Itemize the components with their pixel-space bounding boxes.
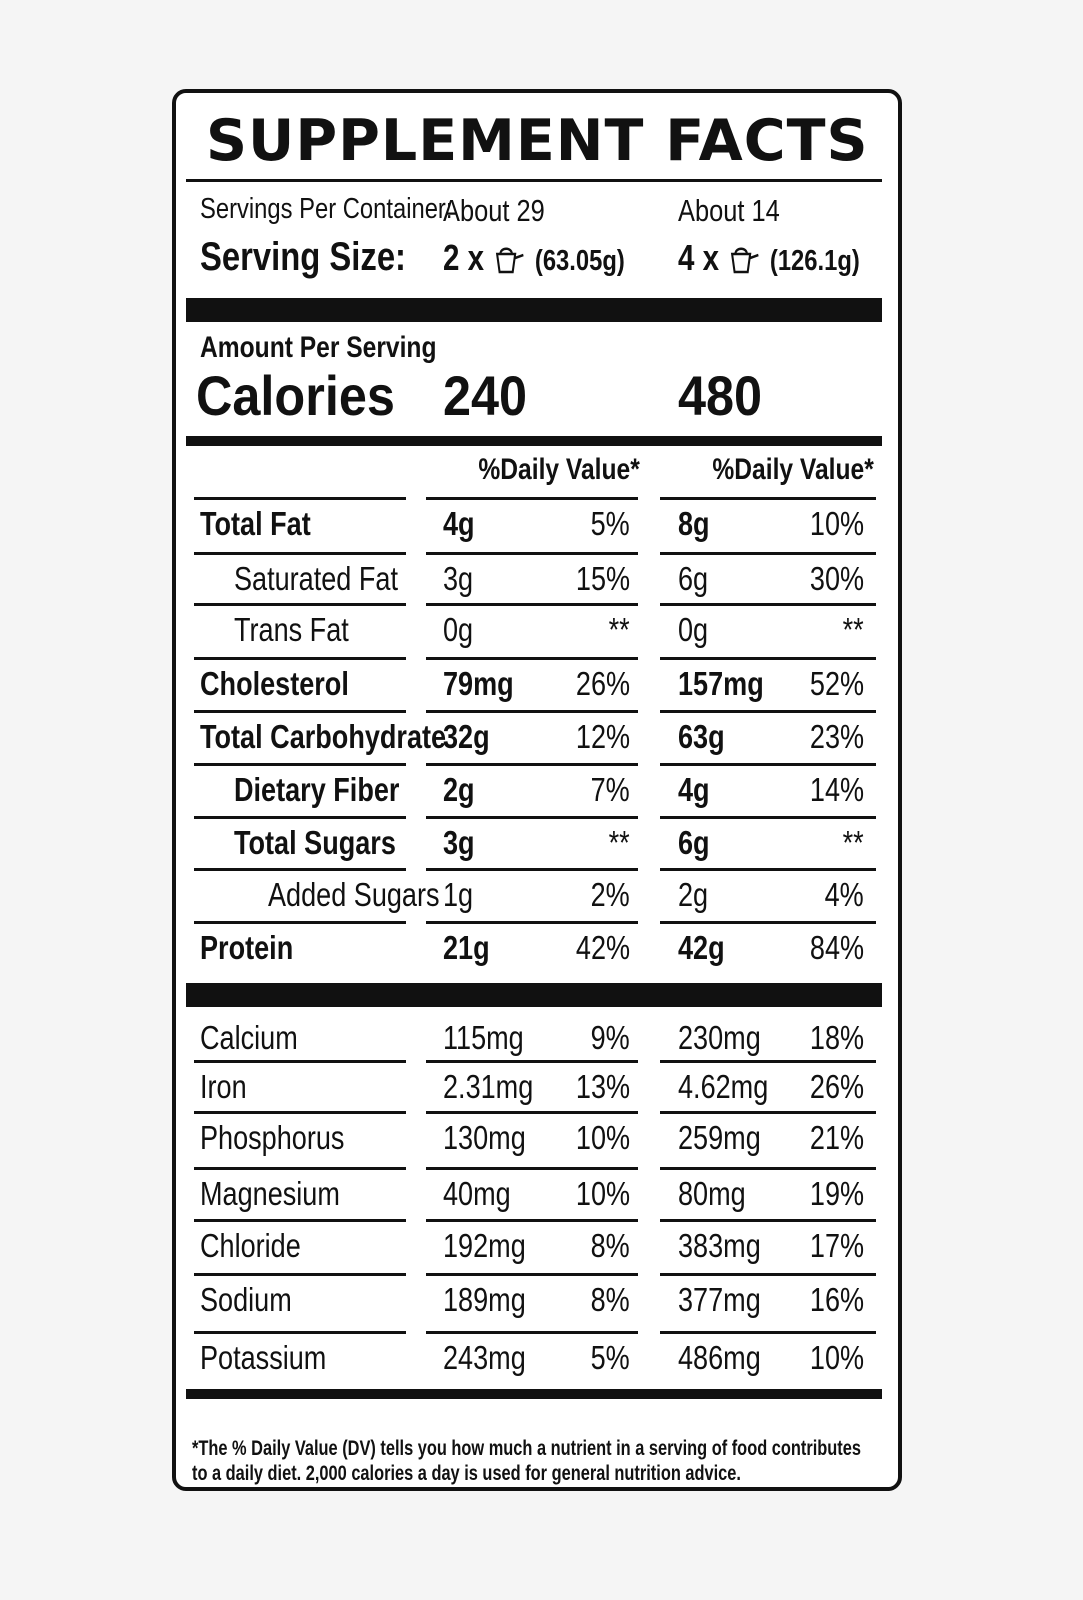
serving-size-label: Serving Size: — [200, 235, 406, 279]
amount-b: 80mg — [678, 1175, 746, 1212]
row-rule — [660, 657, 876, 660]
dv-b: 18% — [809, 1019, 864, 1056]
dv-a: 5% — [590, 1339, 630, 1376]
row-rule — [660, 1219, 876, 1222]
dv-b: ** — [842, 824, 864, 861]
serving-weight-b: (126.1g) — [769, 245, 860, 277]
row-rule — [660, 1331, 876, 1334]
amount-a: 2.31mg — [443, 1068, 534, 1105]
dv-b: 19% — [809, 1175, 864, 1212]
amount-a: 192mg — [443, 1227, 526, 1264]
amount-b: 377mg — [678, 1281, 761, 1318]
amount-b: 4.62mg — [678, 1068, 769, 1105]
amount-a: 40mg — [443, 1175, 511, 1212]
row-rule — [426, 497, 638, 500]
nutrient-name: Total Sugars — [234, 824, 396, 861]
row-rule — [426, 816, 638, 819]
nutrient-name: Calcium — [200, 1019, 298, 1056]
dv-a: ** — [608, 824, 630, 861]
row-rule — [660, 868, 876, 871]
row-rule — [426, 1273, 638, 1276]
amount-a: 0g — [443, 611, 474, 648]
row-rule — [194, 868, 406, 871]
amount-b: 259mg — [678, 1119, 761, 1156]
row-rule — [426, 1219, 638, 1222]
row-rule — [194, 816, 406, 819]
dv-a: 15% — [575, 560, 630, 597]
serving-weight-a: (63.05g) — [534, 245, 625, 277]
supplement-facts-panel — [172, 89, 902, 1491]
row-rule — [426, 1167, 638, 1170]
amount-a: 2g — [443, 771, 475, 808]
row-rule — [194, 710, 406, 713]
serving-count-a: 2 x — [443, 237, 485, 278]
row-rule — [660, 552, 876, 555]
dv-a: ** — [608, 611, 630, 648]
amount-a: 32g — [443, 718, 490, 755]
row-rule — [660, 1060, 876, 1063]
row-rule — [194, 763, 406, 766]
amount-a: 4g — [443, 505, 475, 542]
row-rule — [426, 1111, 638, 1114]
dv-a: 7% — [590, 771, 630, 808]
nutrient-name: Dietary Fiber — [234, 771, 400, 808]
dv-a: 5% — [590, 505, 630, 542]
dv-b: 23% — [809, 718, 864, 755]
amount-b: 157mg — [678, 665, 764, 702]
scoop-icon — [494, 242, 525, 276]
row-rule — [194, 1273, 406, 1276]
dv-a: 9% — [590, 1019, 630, 1056]
row-rule — [660, 710, 876, 713]
row-rule — [426, 921, 638, 924]
dv-b: 26% — [809, 1068, 864, 1105]
dv-a: 8% — [590, 1227, 630, 1264]
dv-b: 21% — [809, 1119, 864, 1156]
dv-b: 10% — [809, 1339, 864, 1376]
amount-a: 1g — [443, 876, 474, 913]
amount-b: 383mg — [678, 1227, 761, 1264]
title-rule — [186, 179, 882, 182]
amount-a: 115mg — [443, 1019, 524, 1056]
dv-a: 8% — [590, 1281, 630, 1318]
dv-b: 10% — [809, 505, 864, 542]
dv-b: 16% — [809, 1281, 864, 1318]
nutrient-name: Total Carbohydrate — [200, 718, 447, 755]
row-rule — [194, 1111, 406, 1114]
panel-title: SUPPLEMENT FACTS — [206, 108, 869, 174]
row-rule — [426, 1331, 638, 1334]
amount-a: 243mg — [443, 1339, 526, 1376]
serving-count-b: 4 x — [678, 237, 720, 278]
row-rule — [660, 1111, 876, 1114]
thick-rule-mid — [186, 983, 882, 1007]
servings-value-b: About 14 — [678, 193, 780, 228]
dv-b: 52% — [809, 665, 864, 702]
row-rule — [660, 763, 876, 766]
amount-a: 189mg — [443, 1281, 526, 1318]
footnote — [192, 1436, 861, 1486]
row-rule — [426, 710, 638, 713]
row-rule — [660, 497, 876, 500]
servings-value-a: About 29 — [443, 193, 545, 228]
servings-label: Servings Per Container: — [200, 193, 453, 225]
row-rule — [426, 868, 638, 871]
row-rule — [660, 1167, 876, 1170]
row-rule — [194, 1167, 406, 1170]
row-rule — [194, 552, 406, 555]
amount-b: 6g — [678, 824, 710, 861]
amount-b: 4g — [678, 771, 710, 808]
calories-value-b: 480 — [678, 364, 763, 427]
nutrient-name: Total Fat — [200, 505, 311, 542]
nutrient-name: Saturated Fat — [234, 560, 398, 597]
nutrient-name: Cholesterol — [200, 665, 349, 702]
thick-rule-top — [186, 298, 882, 322]
dv-b: 17% — [809, 1227, 864, 1264]
amount-a: 79mg — [443, 665, 514, 702]
dv-b: 30% — [809, 560, 864, 597]
dv-a: 12% — [575, 718, 630, 755]
dv-a: 26% — [575, 665, 630, 702]
nutrient-name: Phosphorus — [200, 1119, 345, 1156]
amount-b: 486mg — [678, 1339, 761, 1376]
nutrient-name: Potassium — [200, 1339, 327, 1376]
amount-b: 42g — [678, 929, 725, 966]
footnote-line-2: to a daily diet. 2,000 calories a day is used for general nutrition advice. — [192, 1462, 741, 1485]
nutrient-name: Trans Fat — [234, 611, 349, 648]
dv-b: 14% — [809, 771, 864, 808]
dv-a: 13% — [575, 1068, 630, 1105]
dv-header-b: %Daily Value* — [712, 453, 874, 486]
amount-a: 3g — [443, 824, 475, 861]
amount-a: 3g — [443, 560, 474, 597]
amount-b: 0g — [678, 611, 709, 648]
amount-b: 63g — [678, 718, 725, 755]
calories-label: Calories — [196, 364, 395, 427]
amount-b: 230mg — [678, 1019, 761, 1056]
dv-a: 10% — [575, 1119, 630, 1156]
nutrient-name: Magnesium — [200, 1175, 340, 1212]
nutrient-name: Iron — [200, 1068, 247, 1105]
row-rule — [194, 603, 406, 606]
row-rule — [194, 1331, 406, 1334]
footnote-rule — [186, 1389, 882, 1399]
dv-b: ** — [842, 611, 864, 648]
dv-a: 2% — [590, 876, 630, 913]
dv-header-a: %Daily Value* — [478, 453, 640, 486]
row-rule — [194, 921, 406, 924]
amount-a: 130mg — [443, 1119, 526, 1156]
dv-b: 4% — [824, 876, 864, 913]
row-rule — [426, 1060, 638, 1063]
amount-b: 6g — [678, 560, 709, 597]
scoop-icon — [729, 242, 760, 276]
nutrient-name: Sodium — [200, 1281, 292, 1318]
row-rule — [194, 497, 406, 500]
nutrient-name: Added Sugars — [268, 876, 440, 913]
amount-per-serving: Amount Per Serving — [200, 331, 437, 364]
dv-b: 84% — [809, 929, 864, 966]
serving-size-b — [678, 237, 860, 279]
amount-a: 21g — [443, 929, 490, 966]
row-rule — [660, 921, 876, 924]
row-rule — [660, 603, 876, 606]
dv-a: 10% — [575, 1175, 630, 1212]
row-rule — [660, 816, 876, 819]
row-rule — [194, 657, 406, 660]
row-rule — [426, 603, 638, 606]
footnote-line-1: *The % Daily Value (DV) tells you how much a nutrient in a serving of food contributes — [192, 1437, 861, 1460]
nutrient-name: Protein — [200, 929, 294, 966]
row-rule — [426, 763, 638, 766]
row-rule — [194, 1219, 406, 1222]
amount-b: 8g — [678, 505, 710, 542]
amount-b: 2g — [678, 876, 709, 913]
serving-size-a — [443, 237, 625, 279]
row-rule — [194, 1060, 406, 1063]
calories-value-a: 240 — [443, 364, 528, 427]
row-rule — [660, 1273, 876, 1276]
row-rule — [426, 552, 638, 555]
calories-rule — [186, 436, 882, 446]
row-rule — [426, 657, 638, 660]
nutrient-name: Chloride — [200, 1227, 301, 1264]
dv-a: 42% — [575, 929, 630, 966]
